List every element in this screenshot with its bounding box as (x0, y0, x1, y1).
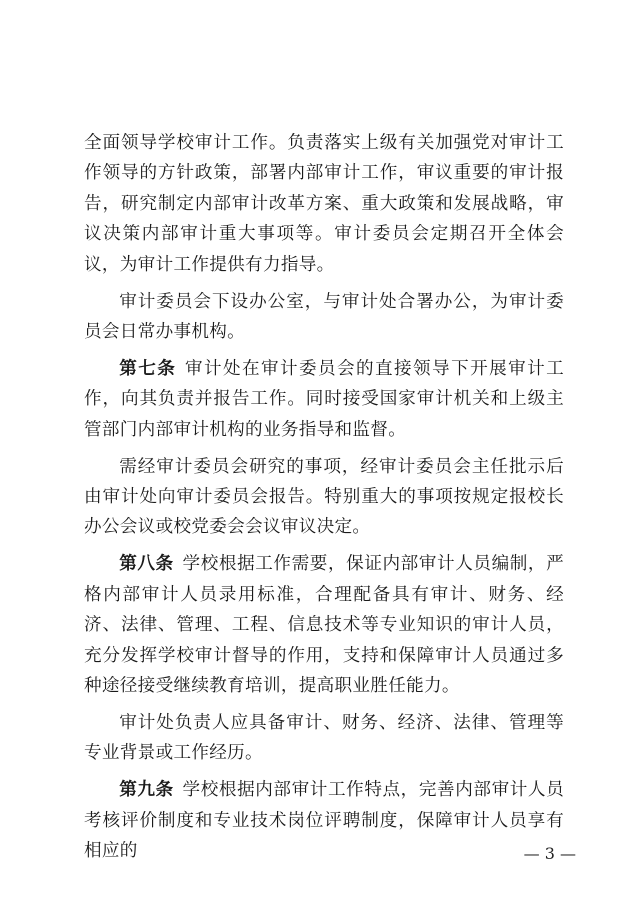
page-number: — 3 — (523, 844, 576, 863)
paragraph-6-text: 审计处负责人应具备审计、财务、经济、法律、管理等专业背景或工作经历。 (84, 712, 564, 764)
article-8-text: 学校根据工作需要，保证内部审计人员编制，严格内部审计人员录用标准，合理配备具有审计、财务、经济、法律、管理、工程、信息技术等专业知识的审计人员，充分发挥学校审计督导的作用，支持和保障审计人员通过多种途径接受继续教育培训，提高职业胜任能力。 (84, 554, 564, 696)
paragraph-6 (84, 708, 564, 769)
paragraph-2-text: 审计委员会下设办公室，与审计处合署办公，为审计委员会日常办事机构。 (84, 291, 564, 342)
article-7 (84, 354, 564, 445)
article-9-number: 第九条 (119, 779, 174, 801)
article-7-number: 第七条 (119, 357, 177, 379)
article-9-text: 学校根据内部审计工作特点，完善内部审计人员考核评价制度和专业技术岗位评聘制度，保障审计人员享有相应的 (84, 780, 564, 861)
document-body (84, 128, 564, 873)
paragraph-1 (84, 128, 564, 280)
paragraph-4-text: 需经审计委员会研究的事项，经审计委员会主任批示后由审计处向审计委员会报告。特别重大的事项按规定报校长办公会议或校党委会会议审议决定。 (84, 456, 564, 538)
article-8 (84, 549, 564, 701)
article-8-number: 第八条 (119, 553, 174, 575)
paragraph-2 (84, 287, 564, 348)
paragraph-1-text: 全面领导学校审计工作。负责落实上级有关加强党对审计工作领导的方针政策，部署内部审计工作，审议重要的审计报告，研究制定内部审计改革方案、重大政策和发展战略，审议决策内部审计重大事项等。审计委员会定期召开全体会议，为审计工作提供有力指导。 (84, 133, 564, 275)
article-7-text: 审计处在审计委员会的直接领导下开展审计工作，向其负责并报告工作。同时接受国家审计机关和上级主管部门内部审计机构的业务指导和监督。 (84, 358, 564, 440)
article-9 (84, 775, 564, 866)
paragraph-4 (84, 452, 564, 543)
